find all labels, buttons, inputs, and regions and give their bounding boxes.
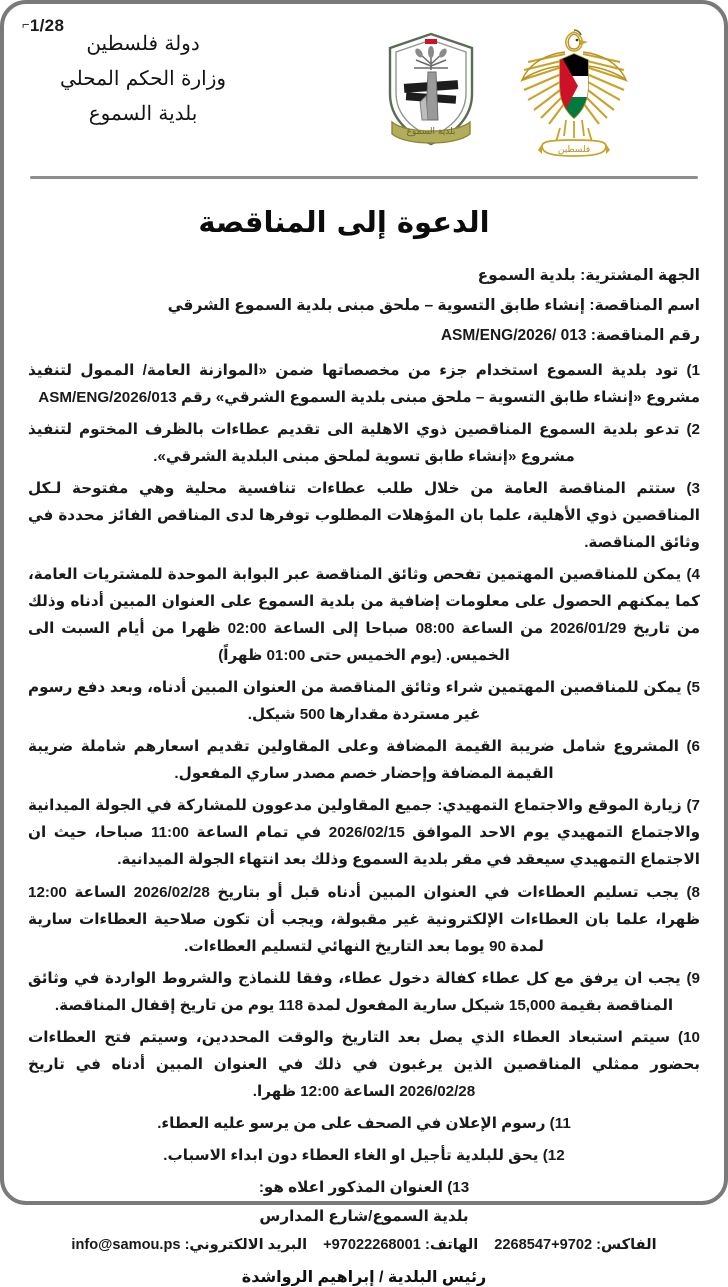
header-line-ministry: وزارة الحكم المحلي <box>60 66 227 90</box>
meta-tender-name: اسم المناقصة: إنشاء طابق التسوية – ملحق مبنى بلدية السموع الشرقي <box>167 297 700 315</box>
clause-item: 12) يحق للبلدية تأجيل او الغاء العطاء دون ابداء الاسباب. <box>163 1146 565 1164</box>
emblems-group <box>376 10 698 176</box>
meta-buyer: الجهة المشترية: بلدية السموع <box>477 267 700 284</box>
phone-pair <box>323 1236 478 1253</box>
header-authority-text <box>30 10 226 131</box>
clause-item: 7) زيارة الموقع والاجتماع التمهيدي: جميع المقاولين مدعوون للمشاركة في الجولة الميدانية والاجتماع التمهيدي يوم الاحد الموافق 2026/02/15 في تمام الساعة 11:00 صباحا، حيث ان الاجتماع التمهيدي سيعقد في مقر بلدية السموع وذلك بعد انتهاء الجولة الميدانية. <box>28 797 701 869</box>
clause-item: 4) يمكن للمناقصين المهتمين تفحص وثائق المناقصة عبر البوابة الموحدة للمشتريات العامة، كما يمكنهم الحصول على معلومات إضافية من بلدية السموع على العنوان المبين أدناه وذلك من تاريخ 2026/01/29 من الساعة 08:00 صباحا إلى الساعة 02:00 ظهرا من أيام السبت الى الخميس. (يوم الخميس حتى 01:00 ظهراً) <box>28 565 700 665</box>
fax-label: الفاكس: <box>596 1237 657 1254</box>
header-line-state: دولة فلسطين <box>86 31 200 55</box>
meta-tender-number: رقم المناقصة: 013 /ASM/ENG/2026 <box>440 327 700 345</box>
header-divider <box>30 176 698 179</box>
clause-item: 6) المشروع شامل ضريبة القيمة المضافة وعلى المقاولين تقديم اسعارهم شاملة ضريبة القيمة المضافة وإحضار خصم مصدر ساري المفعول. <box>28 738 700 783</box>
fax-pair <box>494 1236 656 1253</box>
corner-mark-icon: ⌐ <box>22 17 30 32</box>
fax-value: 2268547+9702 <box>494 1237 593 1254</box>
page-number-label: 1/28 <box>29 16 65 35</box>
clause-item: 5) يمكن للمناقصين المهتمين شراء وثائق المناقصة من العنوان المبين أدناه، وبعد دفع رسوم غير مستردة مقدارها 500 شيكل. <box>28 679 700 724</box>
palestine-eagle-emblem <box>508 24 640 176</box>
clause-item: 11) رسوم الإعلان في الصحف على من يرسو عليه العطاء. <box>157 1114 571 1132</box>
phone-label: الهاتف: <box>424 1237 479 1254</box>
clause-item: 13) العنوان المذكور اعلاه هو: <box>258 1178 470 1196</box>
samou-municipality-emblem <box>376 24 486 164</box>
phone-value[interactable]: +97022268001 <box>323 1237 421 1254</box>
signature-line: رئيس البلدية / إبراهيم الرواشدة <box>241 1269 487 1287</box>
clause-item: 3) ستتم المناقصة العامة من خلال طلب عطاءات تنافسية محلية وهي مفتوحة لـكل المناقصين ذوي الأهلية، علما بان المؤهلات المطلوب توفرها لدى المناقص الفائز محددة في وثائق المناقصة. <box>28 479 700 551</box>
email-value[interactable]: info@samou.ps <box>71 1237 181 1254</box>
page-title: الدعوة إلى المناقصة <box>198 205 490 239</box>
email-pair <box>71 1236 307 1253</box>
svg-text:بلدية السموع: بلدية السموع <box>406 127 456 137</box>
document-body <box>4 239 724 1287</box>
clause-item: 1) تود بلدية السموع استخدام جزء من مخصصاتها ضمن «الموازنة العامة/ الممول لتنفيذ مشروع «إنشاء طابق التسوية – ملحق مبنى بلدية السموع الشرقي» رقم 013/ASM/ENG/2026 <box>28 361 700 406</box>
document-header <box>4 4 724 179</box>
header-line-municipality: بلدية السموع <box>88 101 198 125</box>
address-line: بلدية السموع/شارع المدارس <box>259 1208 469 1226</box>
svg-text:فلسطين: فلسطين <box>557 145 591 155</box>
clause-item: 2) تدعو بلدية السموع المناقصين ذوي الاهلية الى تقديم عطاءات بالظرف المختوم لتنفيذ مشروع «إنشاء طابق تسوية لملحق مبنى البلدية الشرقي». <box>28 420 700 465</box>
clause-item: 9) يجب ان يرفق مع كل عطاء كفالة دخول عطاء، وفقا للنماذج والشروط الواردة في وثائق المناقصة بقيمة 15,000 شيكل سارية المفعول لمدة 118 يوم من تاريخ إقفال المناقصة. <box>28 969 700 1014</box>
clause-item: 10) سيتم استبعاد العطاء الذي يصل بعد التاريخ والوقت المحددين، وسيتم فتح العطاءات بحضور ممثلي المناقصين الذين يرغبون في ذلك في العنوان المبين أدناه في تاريخ 2026/02/28 الساعة 12:00 ظهرا. <box>28 1028 700 1100</box>
contact-row <box>28 1236 700 1253</box>
email-label: البريد الالكتروني: <box>184 1237 308 1254</box>
clause-item: 8) يجب تسليم العطاءات في العنوان المبين أدناه قبل أو بتاريخ 2026/02/28 الساعة 12:00 ظهرا، علما بان العطاءات الإلكترونية غير مقبولة، ويجب أن تكون صلاحية العطاءات سارية لمدة 90 يوما بعد التاريخ النهائي لتسليم العطاءات. <box>28 883 700 955</box>
